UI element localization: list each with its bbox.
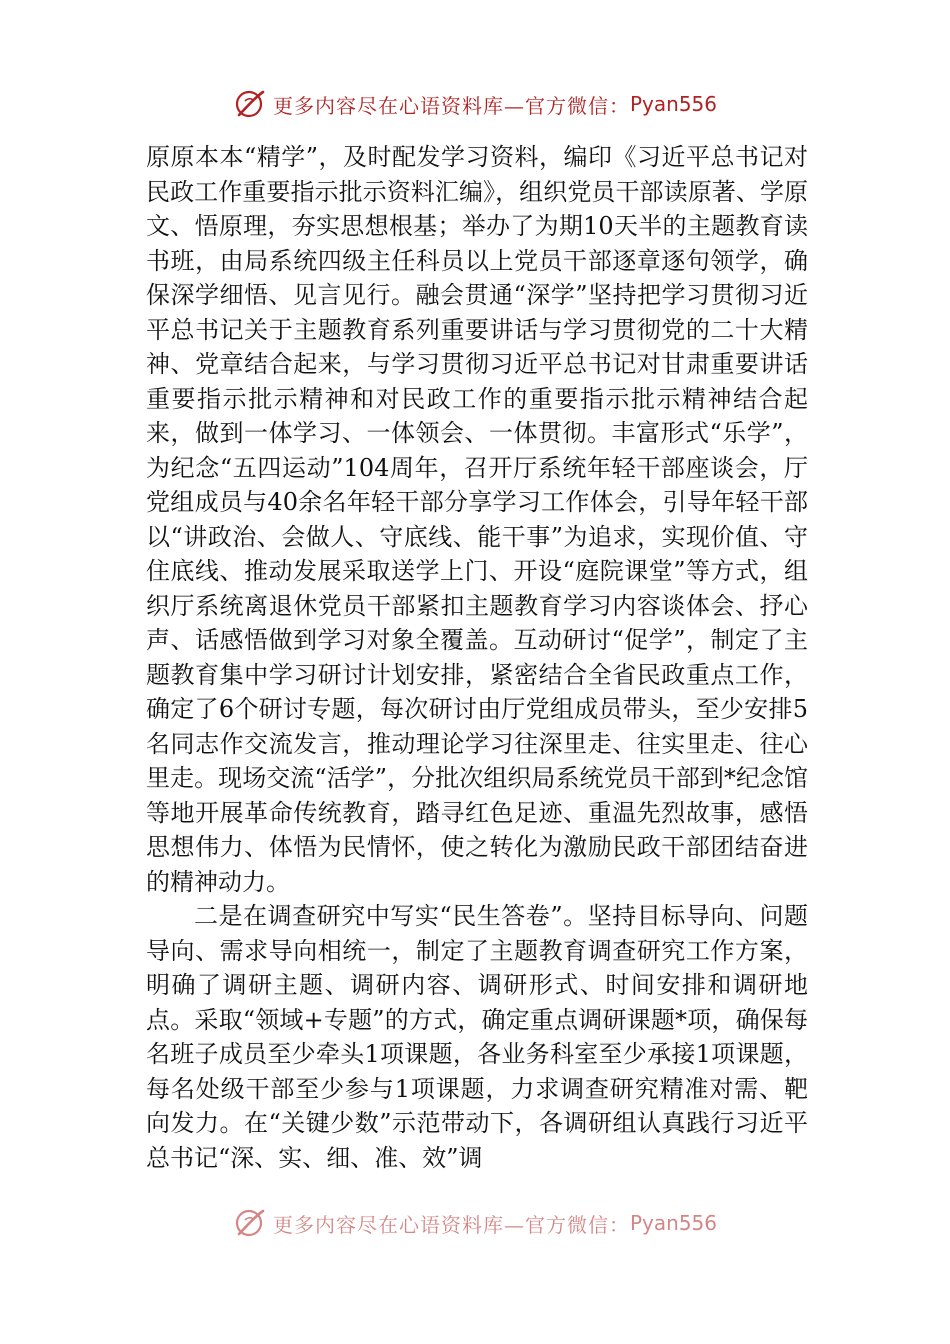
watermark-wechat-id: Pyan556: [629, 1211, 717, 1235]
paragraph: 二是在调查研究中写实“民生答卷”。坚持目标导向、问题导向、需求导向相统一，制定了主题教育调查研究工作方案，明确了调研主题、调研内容、调研形式、时间安排和调研地点。采取“领域+专题”的方式，确定重点调研课题*项，确保每名班子成员至少牵头1项课题，各业务科室至少承接1项课题，每名处级干部至少参与1项课题，力求调查研究精准对需、靶向发力。在“关键少数”示范带动下，各调研组认真践行习近平总书记“深、实、细、准、效”调: [146, 902, 808, 1172]
header-watermark: [0, 84, 950, 124]
paragraph: 原原本本“精学”，及时配发学习资料，编印《习近平总书记对民政工作重要指示批示资料汇编》，组织党员干部读原著、学原文、悟原理，夯实思想根基；举办了为期10天半的主题教育读书班，由局系统四级主任科员以上党员干部逐章逐句领学，确保深学细悟、见言见行。融会贯通“深学”坚持把学习贯彻习近平总书记关于主题教育系列重要讲话与学习贯彻党的二十大精神、党章结合起来，与学习贯彻习近平总书记对甘肃重要讲话重要指示批示精神和对民政工作的重要指示批示精神结合起来，做到一体学习、一体领会、一体贯彻。丰富形式“乐学”，为纪念“五四运动”104周年，召开厅系统年轻干部座谈会，厅党组成员与40余名年轻干部分享学习工作体会，引导年轻干部以“讲政治、会做人、守底线、能干事”为追求，实现价值、守住底线、推动发展采取送学上门、开设“庭院课堂”等方式，组织厅系统离退休党员干部紧扣主题教育学习内容谈体会、抒心声、话感悟做到学习对象全覆盖。互动研讨“促学”，制定了主题教育集中学习研讨计划安排，紧密结合全省民政重点工作，确定了6个研讨专题，每次研讨由厅党组成员带头，至少安排5名同志作交流发言，推动理论学习往深里走、往实里走、往心里走。现场交流“活学”，分批次组织局系统党员干部到*纪念馆等地开展革命传统教育，踏寻红色足迹、重温先烈故事，感悟思想伟力、体悟为民情怀，使之转化为激励民政干部团结奋进的精神动力。: [146, 143, 808, 896]
body-text: [146, 140, 808, 1175]
watermark-text: 更多内容尽在心语资料库—官方微信：: [272, 1212, 630, 1237]
watermark-text: 更多内容尽在心语资料库—官方微信：: [272, 93, 630, 118]
footer-watermark: [0, 1203, 950, 1243]
brush-logo-icon: [233, 87, 267, 121]
brush-logo-icon: [233, 1206, 267, 1240]
watermark-wechat-id: Pyan556: [629, 92, 717, 116]
